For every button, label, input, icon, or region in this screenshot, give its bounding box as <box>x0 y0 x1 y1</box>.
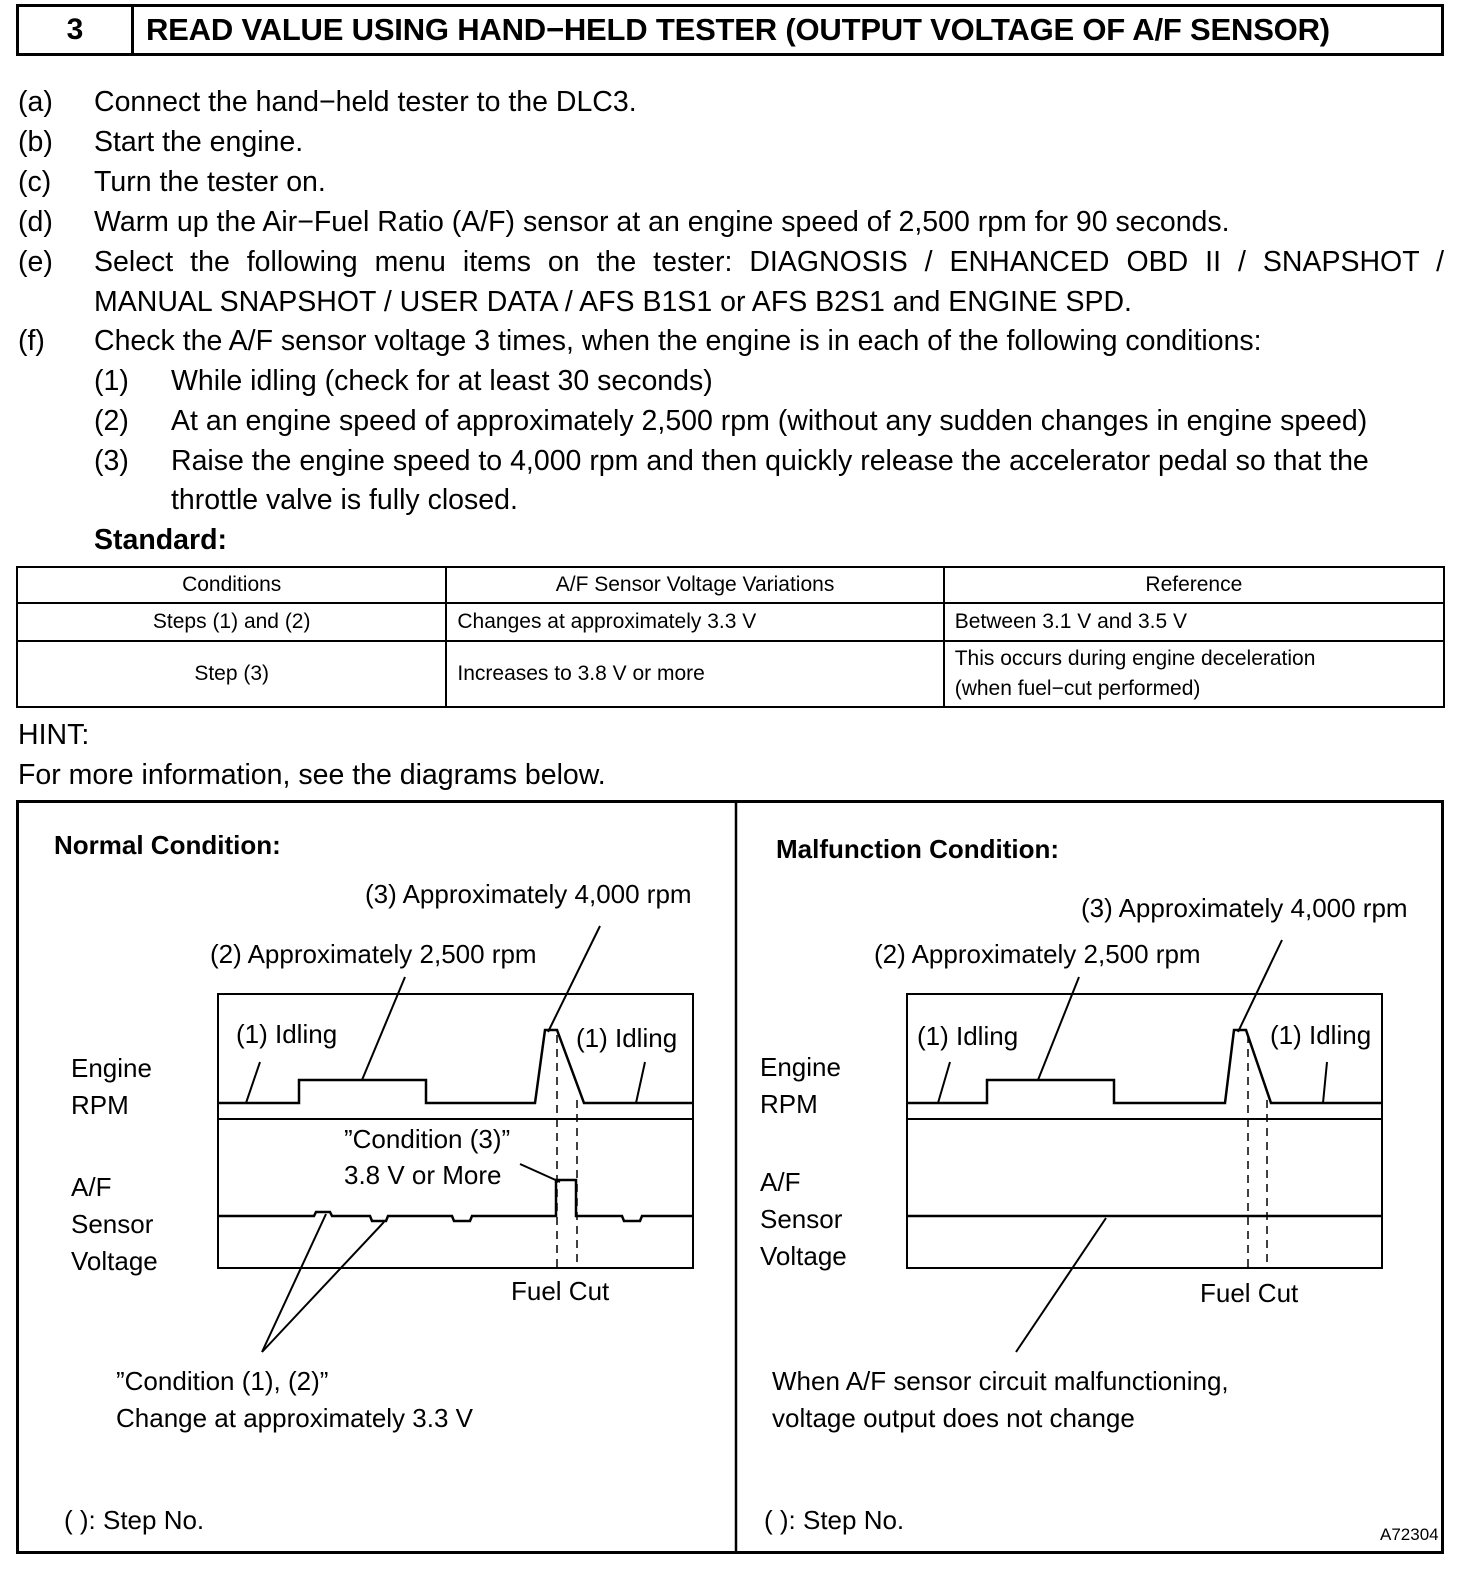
step-text-e-cont: MANUAL SNAPSHOT / USER DATA / AFS B1S1 or AFS B2S1 and ENGINE SPD. <box>94 286 1132 318</box>
step-label-c: (c) <box>18 166 52 198</box>
normal-condition-title: Normal Condition: <box>54 830 281 860</box>
table-cell: Step (3) <box>17 641 446 707</box>
normal-engine-label: Engine <box>71 1053 152 1083</box>
malfunction-af-label: A/F <box>760 1167 801 1197</box>
normal-idle2-leader <box>636 1062 645 1103</box>
malfunction-message-line-2: voltage output does not change <box>772 1403 1135 1433</box>
hint-label: HINT: <box>18 719 90 751</box>
substep-text-3: Raise the engine speed to 4,000 rpm and then quickly release the accelerator pedal so that the <box>171 445 1369 477</box>
reference-line-1: This occurs during engine deceleration <box>954 647 1316 670</box>
normal-idle1-label: (1) Idling <box>236 1019 338 1049</box>
malfunction-idle1-label: (1) Idling <box>917 1021 1019 1051</box>
normal-cond12-leader-1 <box>262 1214 326 1352</box>
table-cell: Steps (1) and (2) <box>17 603 446 641</box>
malfunction-idle2-leader <box>1323 1062 1327 1103</box>
normal-rpm3-label: (3) Approximately 4,000 rpm <box>365 879 692 909</box>
table-cell: Between 3.1 V and 3.5 V <box>944 603 1444 641</box>
step-number: 3 <box>19 7 134 53</box>
normal-af-label: A/F <box>71 1172 112 1202</box>
malfunction-rpm2-leader <box>1038 977 1079 1080</box>
step-text-c: Turn the tester on. <box>94 166 326 198</box>
normal-cond12-label: ”Condition (1), (2)” <box>116 1366 329 1396</box>
malfunction-rpm3-label: (3) Approximately 4,000 rpm <box>1081 893 1408 923</box>
step-label-e: (e) <box>18 246 53 278</box>
figure-code: A72304 <box>1380 1525 1439 1544</box>
malfunction-rpm-label: RPM <box>760 1089 818 1119</box>
substep-label-1: (1) <box>94 365 129 397</box>
table-header-cell: Conditions <box>17 567 446 603</box>
table-header-cell: Reference <box>944 567 1444 603</box>
step-text-d: Warm up the Air−Fuel Ratio (A/F) sensor at an engine speed of 2,500 rpm for 90 seconds. <box>94 206 1230 238</box>
malfunction-condition-title: Malfunction Condition: <box>776 834 1060 864</box>
standard-label: Standard: <box>94 524 228 556</box>
malfunction-fuelcut-label: Fuel Cut <box>1200 1278 1299 1308</box>
normal-idle2-label: (1) Idling <box>576 1023 678 1053</box>
normal-cond3-label: ”Condition (3)” <box>344 1124 511 1154</box>
malfunction-message-line-1: When A/F sensor circuit malfunctioning, <box>772 1366 1229 1396</box>
normal-rpm2-leader <box>362 977 405 1080</box>
table-cell: Increases to 3.8 V or more <box>446 641 943 707</box>
malfunction-stepno-note: ( ): Step No. <box>764 1505 905 1535</box>
step-text-a: Connect the hand−held tester to the DLC3. <box>94 86 637 118</box>
substep-text-3-cont: throttle valve is fully closed. <box>171 484 518 516</box>
normal-sensor-label: Sensor <box>71 1209 154 1239</box>
malfunction-idle1-leader <box>938 1062 950 1103</box>
normal-stepno-note: ( ): Step No. <box>64 1505 205 1535</box>
step-label-d: (d) <box>18 206 53 238</box>
malfunction-voltage-label: Voltage <box>760 1241 847 1271</box>
normal-idle1-leader <box>246 1062 260 1103</box>
step-label-f: (f) <box>18 325 45 357</box>
normal-cond12-leader-2 <box>262 1222 384 1352</box>
reference-line-2: (when fuel−cut performed) <box>954 677 1201 700</box>
normal-rpm2-label: (2) Approximately 2,500 rpm <box>210 939 537 969</box>
malfunction-idle2-label: (1) Idling <box>1270 1020 1372 1050</box>
malfunction-rpm2-label: (2) Approximately 2,500 rpm <box>874 939 1201 969</box>
table-header-cell: A/F Sensor Voltage Variations <box>446 567 943 603</box>
step-label-a: (a) <box>18 86 53 118</box>
step-text-f: Check the A/F sensor voltage 3 times, when the engine is in each of the following conditions: <box>94 325 1262 357</box>
malfunction-engine-label: Engine <box>760 1052 841 1082</box>
normal-cond12-value: Change at approximately 3.3 V <box>116 1403 473 1433</box>
normal-cond3-value: 3.8 V or More <box>344 1160 502 1190</box>
step-label-b: (b) <box>18 126 53 158</box>
normal-voltage-label: Voltage <box>71 1246 158 1276</box>
substep-label-2: (2) <box>94 405 129 437</box>
normal-cond3-leader <box>520 1164 560 1182</box>
table-cell: Changes at approximately 3.3 V <box>446 603 943 641</box>
substep-label-3: (3) <box>94 445 129 477</box>
substep-text-2: At an engine speed of approximately 2,500 rpm (without any sudden changes in engine speed) <box>171 405 1368 437</box>
section-title: READ VALUE USING HAND−HELD TESTER (OUTPUT VOLTAGE OF A/F SENSOR) <box>146 12 1330 47</box>
malfunction-sensor-label: Sensor <box>760 1204 843 1234</box>
substep-text-1: While idling (check for at least 30 seconds) <box>171 365 713 397</box>
normal-rpm-label: RPM <box>71 1090 129 1120</box>
malfunction-rpm3-leader <box>1238 940 1282 1032</box>
malfunction-msg-leader <box>1016 1218 1106 1352</box>
normal-fuelcut-label: Fuel Cut <box>511 1276 610 1306</box>
step-text-b: Start the engine. <box>94 126 304 158</box>
hint-text: For more information, see the diagrams below. <box>18 759 606 791</box>
step-text-e: Select the following menu items on the tester: DIAGNOSIS / ENHANCED OBD II / SNAPSHOT / <box>94 246 1444 278</box>
normal-rpm3-leader <box>548 926 600 1032</box>
